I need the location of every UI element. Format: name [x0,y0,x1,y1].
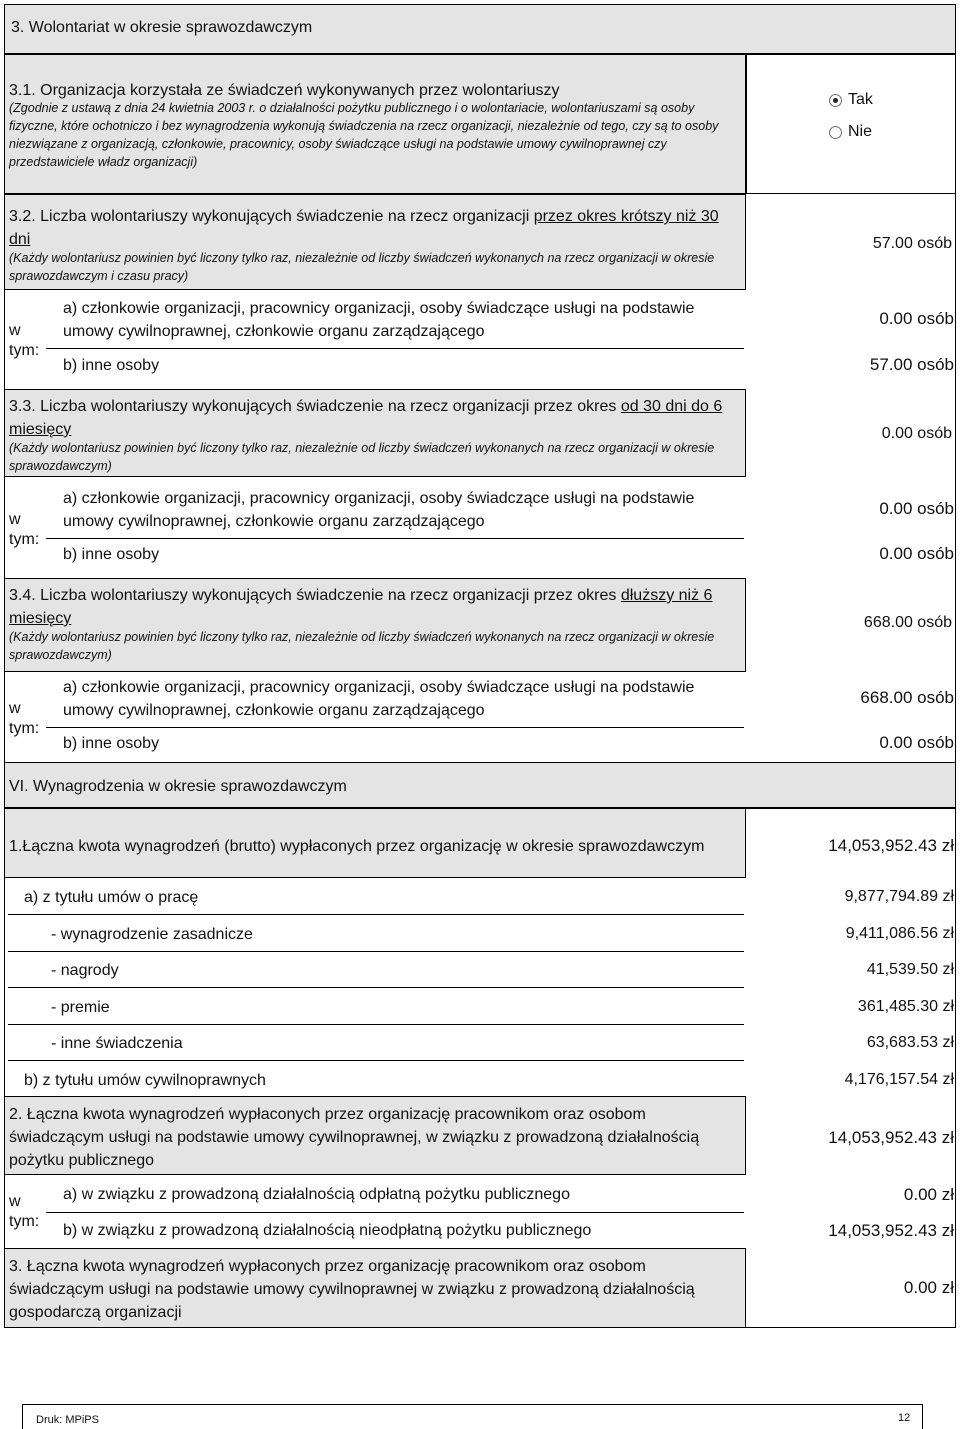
q33-box [4,389,746,477]
option-nie-label: Nie [848,123,873,140]
q31-note: (Zgodnie z ustawą z dnia 24 kwietnia 2003 r. o działalności pożytku publicznego i o wolontariacie, wolontariuszami są osoby fizyczne, które ochotniczo i bez wynagrodzenia wykonują świadczenia na rzecz organizacji, niezależnie od tego, czy są to osoby niezwiązane z organizacją, członkowie, pracownicy, osoby świadczące usługi na podstawie umowy cywilnoprawnej czy przedstawiciele władz organizacji) [9,101,719,169]
q3-value: 0.00 zł [903,1278,954,1297]
q32-box [4,194,746,290]
row-nagrody-value: 41,539.50 zł [866,961,954,978]
q1-total-label: 1.Łączna kwota wynagrodzeń (brutto) wypłaconych przez organizację w okresie sprawozdawczym [9,838,705,855]
divider [46,727,744,728]
q34-note: (Każdy wolontariusz powinien być liczony tylko raz, niezależnie od liczby świadczeń wykonanych na rzecz organizacji w okresie sprawozdawczym) [9,630,715,662]
footer-printed-by: Druk: MPiPS [36,1414,99,1426]
q1-total-box [4,808,746,878]
option-tak[interactable] [829,91,873,109]
divider [8,951,744,952]
row-zasadnicze-value: 9,411,086.56 zł [845,925,954,942]
q33-value: 0.00 osób [881,425,952,442]
q34-w-tym: w tym: [9,700,40,737]
q34-b-label: b) inne osoby [63,735,160,752]
q33-note: (Każdy wolontariusz powinien być liczony tylko raz, niezależnie od liczby świadczeń wykonanych na rzecz organizacji w okresie sprawozdawczym) [9,441,715,473]
q33-w-tym: w tym: [9,511,40,548]
q33-a-value: 0.00 osób [879,499,954,518]
section6-header [4,762,956,808]
divider [8,987,744,988]
row-cywilnoprawne-value: 4,176,157.54 zł [844,1071,954,1088]
q2a-value: 0.00 zł [903,1185,954,1204]
q3-box [4,1248,746,1328]
option-tak-label: Tak [848,91,873,108]
divider [8,1060,744,1061]
divider [46,1212,744,1213]
q2-w-tym: w tym: [9,1193,40,1230]
q31-title: 3.1. Organizacja korzystała ze świadczeń wykonywanych przez wolontariuszy [9,82,560,99]
q2b-label: b) w związku z prowadzoną działalnością nieodpłatną pożytku publicznego [63,1222,592,1239]
page-number: 12 [898,1412,911,1424]
q33-a-label: a) członkowie organizacji, pracownicy organizacji, osoby świadczące usługi na podstawie umowy cywilnoprawnej, członkowie organu zarządzającego [63,490,695,530]
q34-a-label: a) członkowie organizacji, pracownicy organizacji, osoby świadczące usługi na podstawie umowy cywilnoprawnej, członkowie organu zarządzającego [63,679,695,719]
divider [8,914,744,915]
q2-box [4,1096,746,1175]
q33-title: 3.3. Liczba wolontariuszy wykonujących świadczenie na rzecz organizacji przez okres od 30 dni do 6 miesięcy [9,398,723,438]
row-umowy-o-prace-label: a) z tytułu umów o pracę [24,889,199,906]
q34-b-value: 0.00 osób [879,733,954,752]
row-premie-value: 361,485.30 zł [857,998,954,1015]
q32-w-tym: w tym: [9,322,40,359]
q2a-label: a) w związku z prowadzoną działalnością odpłatną pożytku publicznego [63,1186,570,1203]
q32-a-label: a) członkowie organizacji, pracownicy organizacji, osoby świadczące usługi na podstawie umowy cywilnoprawnej, członkowie organu zarządzającego [63,300,695,340]
radio-selected-icon[interactable] [829,94,842,107]
q32-a-value: 0.00 osób [879,309,954,328]
q32-b-label: b) inne osoby [63,357,160,374]
q34-value: 668.00 osób [863,614,952,631]
q32-b-value: 57.00 osób [869,355,954,374]
row-premie-label: - premie [51,999,110,1016]
divider [46,348,744,349]
section6-title: VI. Wynagrodzenia w okresie sprawozdawczym [9,778,347,795]
q2-label: 2. Łączna kwota wynagrodzeń wypłaconych przez organizację pracownikom oraz osobom świadczącym usługi na podstawie umowy cywilnoprawnej, w związku z prowadzoną działalnością pożytku publicznego [9,1106,700,1169]
q33-b-value: 0.00 osób [879,544,954,563]
row-umowy-o-prace-value: 9,877,794.89 zł [844,888,954,905]
q34-title: 3.4. Liczba wolontariuszy wykonujących świadczenie na rzecz organizacji przez okres dłuższy niż 6 miesięcy [9,587,713,627]
radio-empty-icon[interactable] [829,126,842,139]
q3-label: 3. Łączna kwota wynagrodzeń wypłaconych przez organizację pracownikom oraz osobom świadczącym usługi na podstawie umowy cywilnoprawnej w związku z prowadzoną działalnością gospodarczą organizacji [9,1258,695,1321]
divider [46,538,744,539]
footer-rule [22,1404,922,1405]
q32-value: 57.00 osób [872,235,952,252]
q32-title: 3.2. Liczba wolontariuszy wykonujących świadczenie na rzecz organizacji przez okres krótszy niż 30 dni [9,208,719,248]
q34-a-value: 668.00 osób [860,688,954,707]
q31-box [4,54,746,194]
row-cywilnoprawne-label: b) z tytułu umów cywilnoprawnych [24,1072,266,1089]
q2b-value: 14,053,952.43 zł [828,1221,954,1240]
row-inne-value: 63,683.53 zł [866,1034,954,1051]
q34-box [4,578,746,672]
section3-header [4,4,956,54]
divider [8,1024,744,1025]
row-zasadnicze-label: - wynagrodzenie zasadnicze [51,926,253,943]
row-nagrody-label: - nagrody [51,962,119,979]
q32-note: (Każdy wolontariusz powinien być liczony tylko raz, niezależnie od liczby świadczeń wykonanych na rzecz organizacji w okresie sprawozdawczym i czasu pracy) [9,251,715,283]
q2-value: 14,053,952.43 zł [828,1128,954,1147]
q33-b-label: b) inne osoby [63,546,160,563]
footer-left-edge [22,1404,23,1429]
q1-total-value: 14,053,952.43 zł [828,836,954,855]
q31-answer-box [746,54,956,194]
section3-title: 3. Wolontariat w okresie sprawozdawczym [11,19,313,36]
footer-right-edge [922,1404,923,1429]
row-inne-label: - inne świadczenia [51,1035,183,1052]
option-nie[interactable] [829,123,872,141]
